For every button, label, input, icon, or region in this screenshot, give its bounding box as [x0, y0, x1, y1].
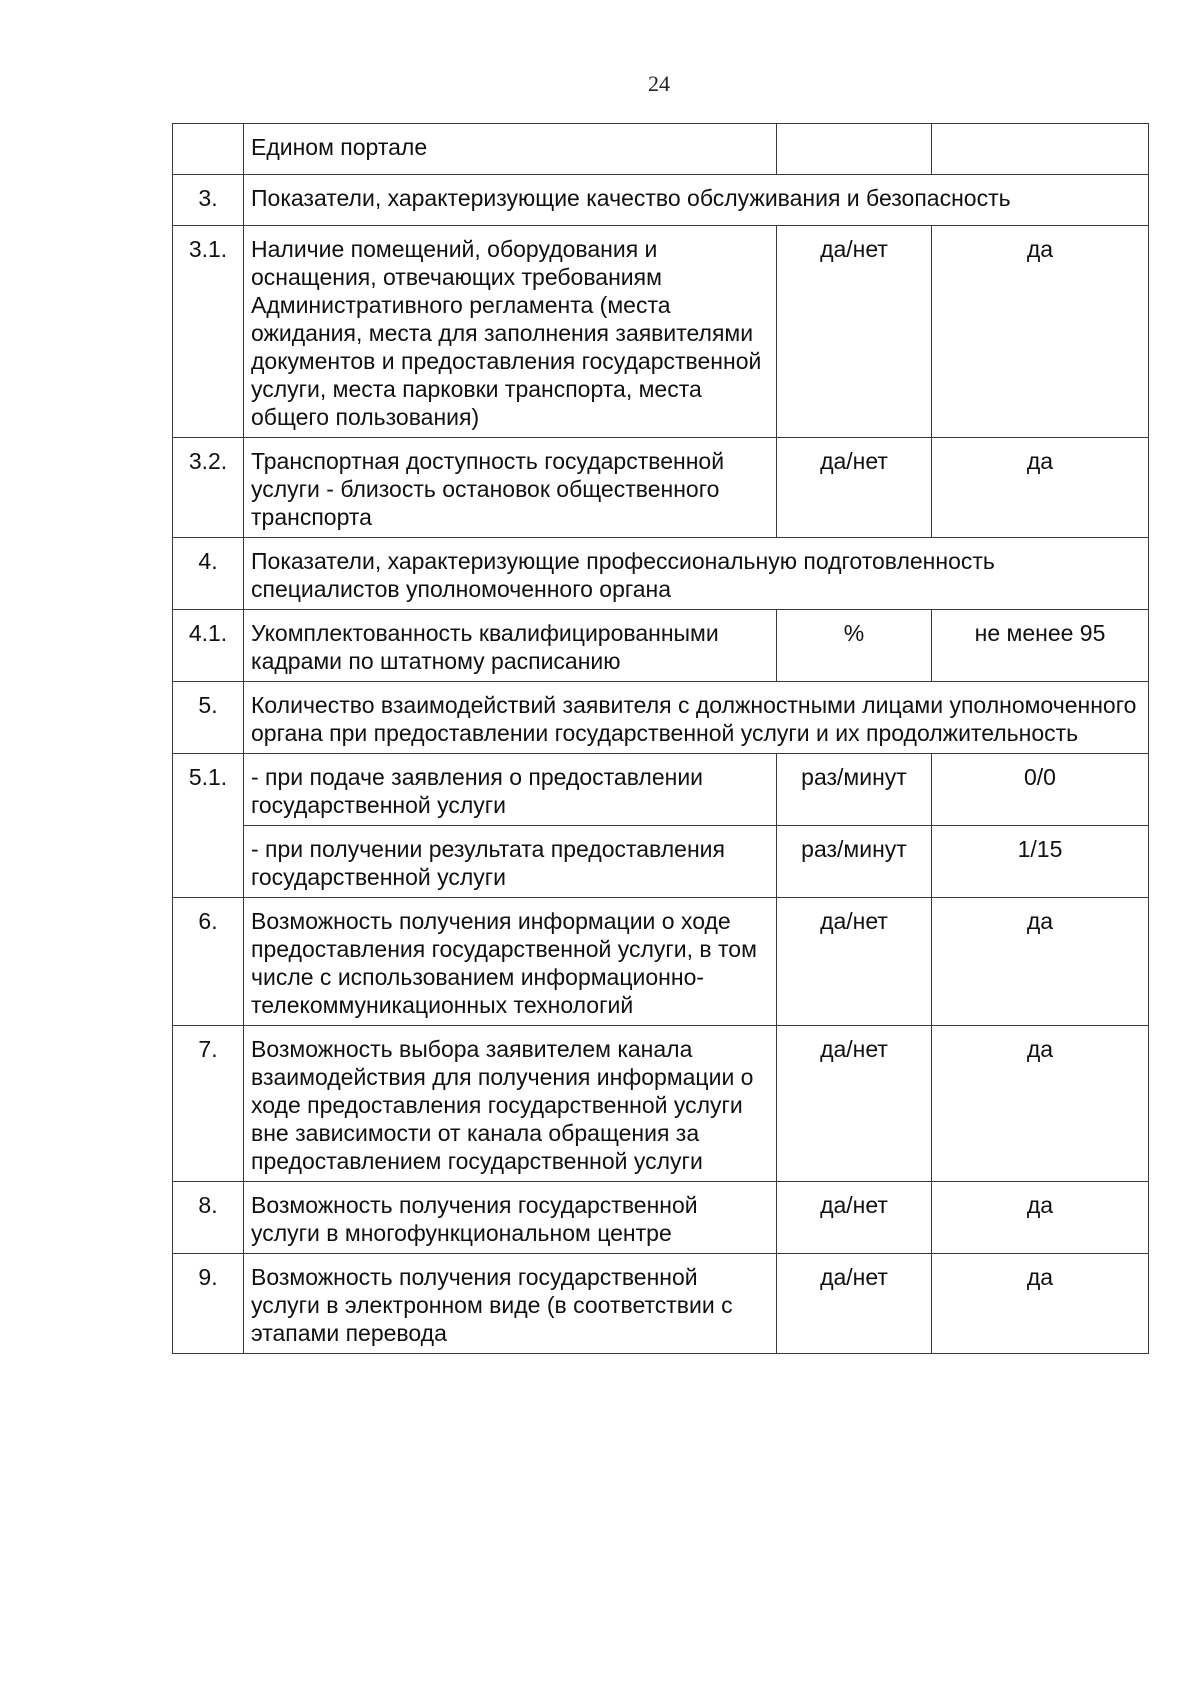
row-value: 1/15: [932, 826, 1149, 898]
row-unit: да/нет: [777, 1182, 932, 1254]
row-indicator: - при подаче заявления о предоставлении государственной услуги: [244, 754, 777, 826]
row-unit: да/нет: [777, 226, 932, 438]
row-indicator: Возможность получения государственной услуги в многофункциональном центре: [244, 1182, 777, 1254]
row-unit: %: [777, 610, 932, 682]
row-value: да: [932, 1182, 1149, 1254]
table-row: [173, 754, 1149, 826]
section-row: [173, 538, 1149, 610]
row-number: [173, 124, 244, 175]
section-number: 4.: [173, 538, 244, 610]
table-row: [173, 898, 1149, 1026]
row-value: да: [932, 1026, 1149, 1182]
row-number: 4.1.: [173, 610, 244, 682]
row-value: да: [932, 438, 1149, 538]
row-value: 0/0: [932, 754, 1149, 826]
section-number: 3.: [173, 175, 244, 226]
row-indicator: Возможность получения информации о ходе предоставления государственной услуги, в том числе с использованием информационно-телекоммуникационных технологий: [244, 898, 777, 1026]
row-number: 3.1.: [173, 226, 244, 438]
row-indicator: Возможность получения государственной услуги в электронном виде (в соответствии с этапами перевода: [244, 1254, 777, 1354]
table-row: [173, 438, 1149, 538]
row-number: 3.2.: [173, 438, 244, 538]
table-row: [173, 124, 1149, 175]
row-unit: [777, 124, 932, 175]
section-row: [173, 175, 1149, 226]
row-indicator: Едином портале: [244, 124, 777, 175]
row-indicator: Возможность выбора заявителем канала взаимодействия для получения информации о ходе предоставления государственной услуги вне зависимости от канала обращения за предоставлением государственной услуги: [244, 1026, 777, 1182]
row-number: 6.: [173, 898, 244, 1026]
row-number: 8.: [173, 1182, 244, 1254]
table-row: [173, 1254, 1149, 1354]
table-row: [173, 1026, 1149, 1182]
section-title: Показатели, характеризующие профессиональную подготовленность специалистов уполномоченного органа: [244, 538, 1149, 610]
row-value: не менее 95: [932, 610, 1149, 682]
row-unit: раз/минут: [777, 754, 932, 826]
table-row: [173, 826, 1149, 898]
row-number: 9.: [173, 1254, 244, 1354]
row-number: 7.: [173, 1026, 244, 1182]
row-value: [932, 124, 1149, 175]
table-row: [173, 610, 1149, 682]
row-value: да: [932, 898, 1149, 1026]
row-unit: раз/минут: [777, 826, 932, 898]
row-unit: да/нет: [777, 1254, 932, 1354]
row-unit: да/нет: [777, 438, 932, 538]
section-title: Количество взаимодействий заявителя с должностными лицами уполномоченного органа при предоставлении государственной услуги и их продолжительность: [244, 682, 1149, 754]
row-unit: да/нет: [777, 898, 932, 1026]
section-title: Показатели, характеризующие качество обслуживания и безопасность: [244, 175, 1149, 226]
section-number: 5.: [173, 682, 244, 754]
section-row: [173, 682, 1149, 754]
table-row: [173, 226, 1149, 438]
indicators-table: [172, 123, 1149, 1354]
row-value: да: [932, 226, 1149, 438]
row-indicator: Наличие помещений, оборудования и оснащения, отвечающих требованиям Административного регламента (места ожидания, места для заполнения заявителями документов и предоставления государственной услуги, места парковки транспорта, места общего пользования): [244, 226, 777, 438]
row-number: 5.1.: [173, 754, 244, 898]
row-value: да: [932, 1254, 1149, 1354]
row-unit: да/нет: [777, 1026, 932, 1182]
table-row: [173, 1182, 1149, 1254]
row-indicator: - при получении результата предоставления государственной услуги: [244, 826, 777, 898]
row-indicator: Укомплектованность квалифицированными кадрами по штатному расписанию: [244, 610, 777, 682]
row-indicator: Транспортная доступность государственной услуги - близость остановок общественного транспорта: [244, 438, 777, 538]
page-number: 24: [648, 71, 670, 96]
